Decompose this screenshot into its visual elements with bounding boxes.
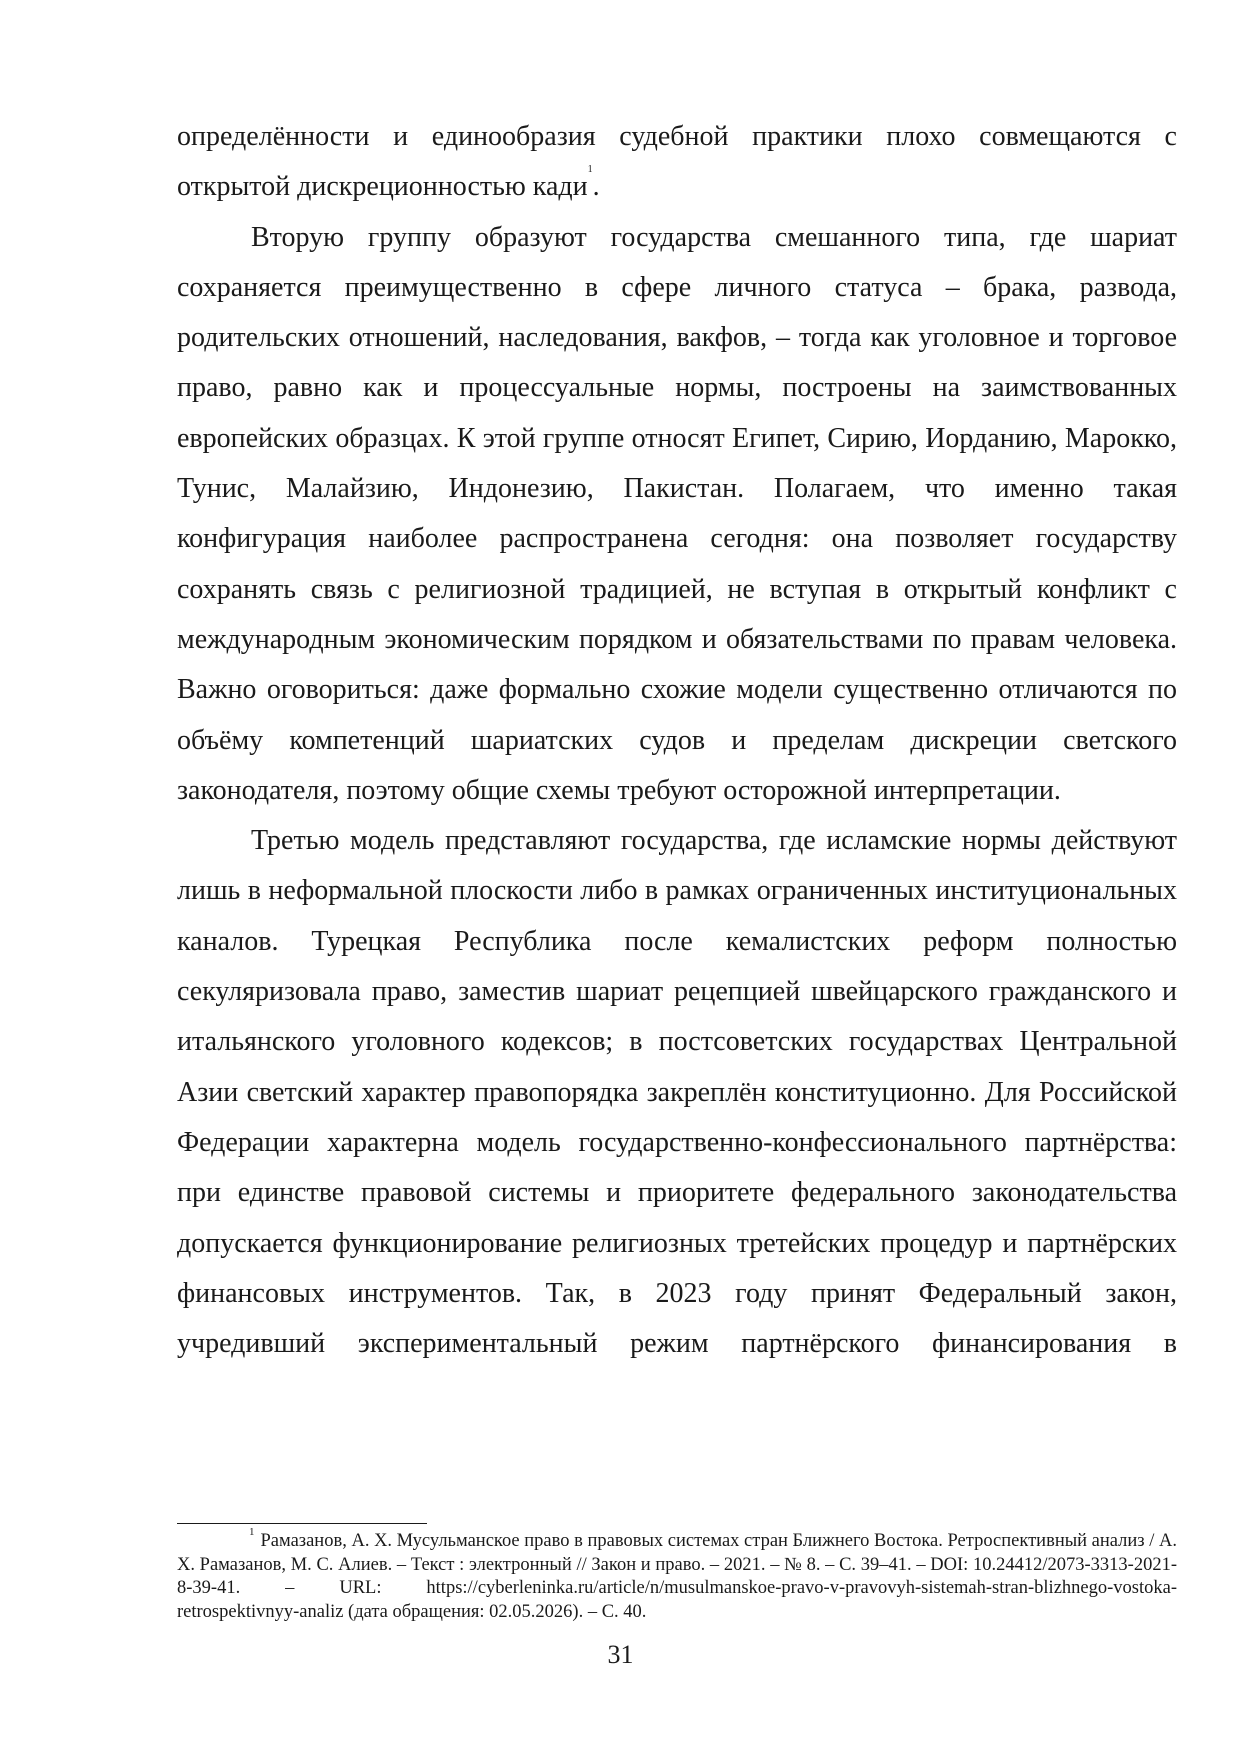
paragraph-third-model: Третью модель представляют государства, где исламские нормы действуют лишь в неформальной плоскости либо в рамках ограниченных институциональных каналов. Турецкая Республика после кемалистских реформ полностью секуляризовала право, заместив шариат рецепцией швейцарского гражданского и итальянского уголовного кодексов; в постсоветских государствах Центральной Азии светский характер правопорядка закреплён конституционно. Для Российской Федерации характерна модель государственно-конфессионального партнёрства: при единстве правовой системы и приоритете федерального законодательства допускается функционирование религиозных третейских процедур и партнёрских финансовых инструментов. Так, в 2023 году принят Федеральный закон, учредивший экспериментальный режим партнёрского финансирования в	[177, 825, 1177, 1360]
footnote	[177, 1526, 1177, 1624]
paragraph-continuation	[177, 112, 1177, 213]
footnote-reference[interactable]: 1	[587, 164, 593, 176]
body-text	[177, 112, 1177, 1369]
footnote-number: 1	[249, 1526, 255, 1538]
paragraph-mixed-type-states: Вторую группу образуют государства смешанного типа, где шариат сохраняется преимущественно в сфере личного статуса – брака, развода, родительских отношений, наследования, вакфов, – тогда как уголовное и торговое право, равно как и процессуальные нормы, построены на заимствованных европейских образцах. К этой группе относят Египет, Сирию, Иорданию, Марокко, Тунис, Малайзию, Индонезию, Пакистан. Полагаем, что именно такая конфигурация наиболее распространена сегодня: она позволяет государству сохранять связь с религиозной традицией, не вступая в открытый конфликт с международным экономическим порядком и обязательствами по правам человека. Важно оговориться: даже формально схожие модели существенно отличаются по объёму компетенций шариатских судов и пределам дискреции светского законодателя, поэтому общие схемы требуют осторожной интерпретации.	[177, 221, 1177, 806]
paragraph-text-end: .	[592, 171, 600, 203]
footnote-text: Рамазанов, А. Х. Мусульманское право в правовых системах стран Ближнего Востока. Ретроспективный анализ / А. Х. Рамазанов, М. С. Алиев. – Текст : электронный // Закон и право. – 2021. – № 8. – С. 39–41. – DOI: 10.24412/2073-3313-2021-8-39-41. – URL: https://cyberleninka.ru/article/n/musulmanskoe-pravo-v-pravovyh-sistemah-stran-blizhnego-vostoka-retrospektivnyy-analiz (дата обращения: 02.05.2026). – С. 40.	[177, 1531, 1177, 1622]
footnote-separator	[177, 1523, 427, 1524]
page-number: 31	[607, 1640, 634, 1669]
paragraph-text: определённости и единообразия судебной практики плохо совмещаются с открытой дискреционностью кади	[177, 121, 1177, 203]
